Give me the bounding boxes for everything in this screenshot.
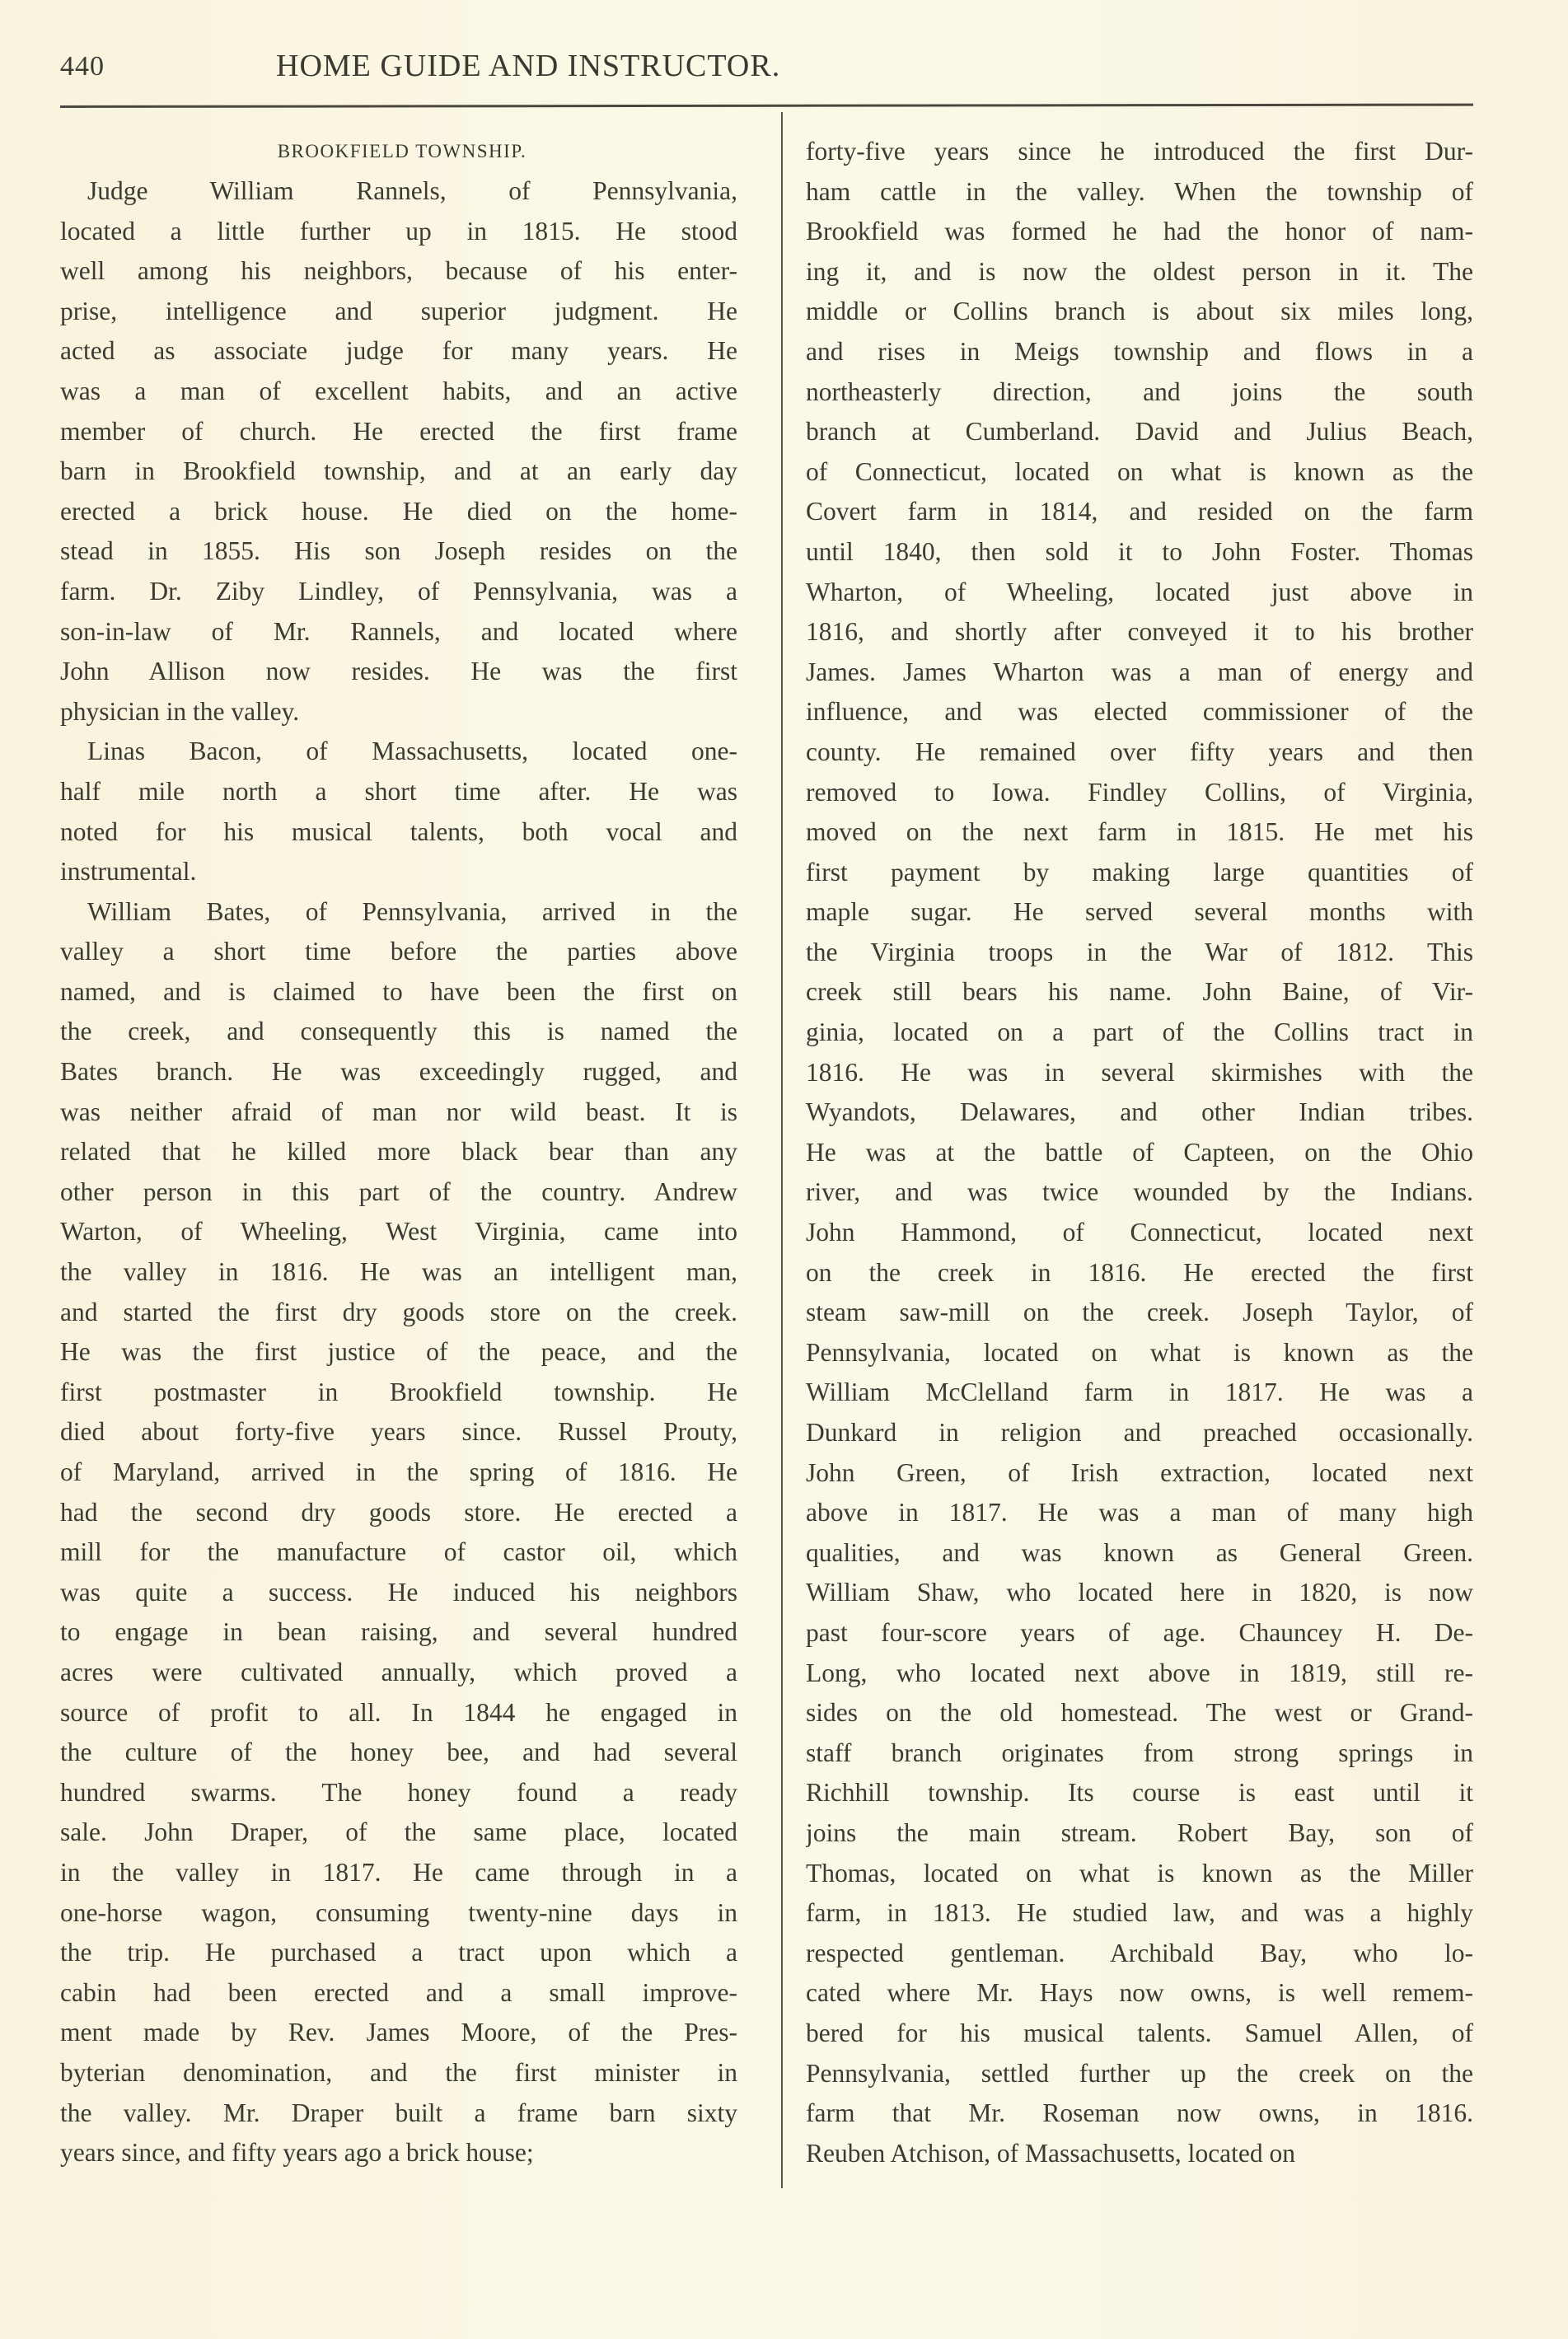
text-line: first postmaster in Brookfield township. He <box>60 1377 737 1406</box>
text-line: acres were cultivated annually, which proved a <box>60 1657 737 1686</box>
text-line: removed to Iowa. Findley Collins, of Virginia, <box>806 777 1473 807</box>
text-line: sale. John Draper, of the same place, located <box>60 1817 737 1847</box>
text-line: the valley. Mr. Draper built a frame barn sixty <box>60 2098 737 2127</box>
text-line: mill for the manufacture of castor oil, which <box>60 1537 737 1567</box>
text-line: He was at the battle of Capteen, on the Ohio <box>806 1137 1473 1167</box>
text-line: creek still bears his name. John Baine, of Vir- <box>806 977 1473 1007</box>
text-line: son-in-law of Mr. Rannels, and located where <box>60 616 737 646</box>
text-line: the trip. He purchased a tract upon which a <box>60 1938 737 1967</box>
text-line: steam saw-mill on the creek. Joseph Taylor, of <box>806 1298 1473 1327</box>
text-line: farm that Mr. Roseman now owns, in 1816. <box>806 2098 1473 2128</box>
text-line: the culture of the honey bee, and had several <box>60 1738 737 1767</box>
text-line: was neither afraid of man nor wild beast. It is <box>60 1097 737 1126</box>
text-line: was a man of excellent habits, and an active <box>60 376 737 405</box>
text-line: first payment by making large quantities of <box>806 857 1473 886</box>
text-line: moved on the next farm in 1815. He met his <box>806 817 1473 847</box>
text-line: byterian denomination, and the first minister in <box>60 2057 737 2087</box>
text-line: Warton, of Wheeling, West Virginia, came into <box>60 1217 737 1247</box>
text-line: until 1840, then sold it to John Foster. Thomas <box>806 536 1473 566</box>
text-line: qualities, and was known as General Green. <box>806 1537 1473 1567</box>
text-line: instrumental. <box>60 857 197 886</box>
text-line: physician in the valley. <box>60 696 300 726</box>
text-line: 1816. He was in several skirmishes with the <box>806 1057 1473 1087</box>
text-line: Richhill township. Its course is east until it <box>806 1778 1473 1808</box>
text-line: cated where Mr. Hays now owns, is well remem- <box>806 1978 1473 2008</box>
text-line: river, and was twice wounded by the Indians. <box>806 1177 1473 1207</box>
text-line: years since, and fifty years ago a brick house; <box>60 2138 534 2168</box>
text-line: past four-score years of age. Chauncey H. De- <box>806 1617 1473 1647</box>
text-line: joins the main stream. Robert Bay, son of <box>806 1817 1473 1847</box>
text-line: farm, in 1813. He studied law, and was a highly <box>806 1898 1473 1928</box>
running-title: HOME GUIDE AND INSTRUCTOR. <box>276 49 781 83</box>
text-line: county. He remained over fifty years and then <box>806 737 1473 766</box>
text-line: one-horse wagon, consuming twenty-nine days in <box>60 1897 737 1927</box>
text-line: middle or Collins branch is about six miles long, <box>806 297 1473 326</box>
text-line: John Allison now resides. He was the first <box>60 657 737 686</box>
text-line: Pennsylvania, settled further up the creek on the <box>806 2058 1473 2088</box>
left-column-text <box>60 171 737 2173</box>
text-line: Judge William Rannels, of Pennsylvania, <box>87 176 737 205</box>
text-line: bered for his musical talents. Samuel Allen, of <box>806 2018 1473 2047</box>
text-line: Pennsylvania, located on what is known as the <box>806 1337 1473 1367</box>
text-line: He was the first justice of the peace, and the <box>60 1337 737 1367</box>
text-line: cabin had been erected and a small improve- <box>60 1977 737 2007</box>
text-line: respected gentleman. Archibald Bay, who lo- <box>806 1938 1473 1967</box>
text-line: located a little further up in 1815. He stood <box>60 216 737 246</box>
text-line: had the second dry goods store. He erected a <box>60 1497 737 1527</box>
text-line: northeasterly direction, and joins the south <box>806 377 1473 406</box>
text-line: barn in Brookfield township, and at an early day <box>60 456 737 486</box>
text-line: source of profit to all. In 1844 he engaged in <box>60 1697 737 1727</box>
text-line: the creek, and consequently this is named the <box>60 1017 737 1046</box>
text-line: William Shaw, who located here in 1820, is now <box>806 1578 1473 1607</box>
text-line: Reuben Atchison, of Massachusetts, located on <box>806 2138 1296 2168</box>
page-number: 440 <box>60 51 105 82</box>
text-line: related that he killed more black bear than any <box>60 1137 737 1167</box>
text-line: died about forty-five years since. Russel Prouty, <box>60 1417 737 1447</box>
text-line: named, and is claimed to have been the first on <box>60 976 737 1006</box>
text-line: in the valley in 1817. He came through in a <box>60 1857 737 1887</box>
text-line: above in 1817. He was a man of many high <box>806 1498 1473 1527</box>
text-line: ment made by Rev. James Moore, of the Pres- <box>60 2018 737 2047</box>
text-line: Wharton, of Wheeling, located just above in <box>806 577 1473 606</box>
text-line: William Bates, of Pennsylvania, arrived in the <box>87 896 737 926</box>
text-line: half mile north a short time after. He was <box>60 776 737 806</box>
text-line: forty-five years since he introduced the first Dur- <box>806 137 1473 166</box>
text-line: John Hammond, of Connecticut, located next <box>806 1218 1473 1247</box>
text-line: maple sugar. He served several months with <box>806 897 1473 927</box>
left-column <box>60 132 737 2173</box>
text-line: influence, and was elected commissioner of the <box>806 697 1473 727</box>
text-line: Dunkard in religion and preached occasionally. <box>806 1418 1473 1447</box>
text-line: 1816, and shortly after conveyed it to his brother <box>806 617 1473 647</box>
text-line: erected a brick house. He died on the home- <box>60 496 737 526</box>
text-line: branch at Cumberland. David and Julius Beach, <box>806 417 1473 447</box>
text-line: William McClelland farm in 1817. He was a <box>806 1378 1473 1407</box>
right-column <box>806 132 1473 2173</box>
text-line: and started the first dry goods store on the creek. <box>60 1297 737 1326</box>
text-line: member of church. He erected the first frame <box>60 416 737 446</box>
text-line: farm. Dr. Ziby Lindley, of Pennsylvania, was a <box>60 576 737 606</box>
text-line: ing it, and is now the oldest person in it. The <box>806 256 1473 286</box>
text-line: the valley in 1816. He was an intelligent man, <box>60 1257 737 1287</box>
text-line: well among his neighbors, because of his enter- <box>60 256 737 286</box>
column-divider <box>781 112 783 2188</box>
text-line: prise, intelligence and superior judgment. He <box>60 296 737 325</box>
text-line: noted for his musical talents, both vocal and <box>60 816 737 846</box>
text-line: the Virginia troops in the War of 1812. This <box>806 937 1473 966</box>
text-line: valley a short time before the parties above <box>60 937 737 966</box>
right-column-text <box>806 132 1473 2173</box>
text-line: sides on the old homestead. The west or Grand- <box>806 1698 1473 1728</box>
section-heading: BROOKFIELD TOWNSHIP. <box>277 141 527 161</box>
text-line: stead in 1855. His son Joseph resides on the <box>60 536 737 566</box>
text-line: and rises in Meigs township and flows in a <box>806 336 1473 366</box>
text-line: James. James Wharton was a man of energy and <box>806 657 1473 686</box>
text-line: Bates branch. He was exceedingly rugged, and <box>60 1057 737 1087</box>
text-line: Brookfield was formed he had the honor of nam- <box>806 217 1473 246</box>
text-line: hundred swarms. The honey found a ready <box>60 1777 737 1807</box>
text-line: of Maryland, arrived in the spring of 1816. He <box>60 1457 737 1486</box>
header-rule <box>60 104 1473 108</box>
text-line: Covert farm in 1814, and resided on the farm <box>806 497 1473 526</box>
text-line: to engage in bean raising, and several hundred <box>60 1617 737 1647</box>
text-line: was quite a success. He induced his neighbors <box>60 1577 737 1607</box>
text-line: Linas Bacon, of Massachusetts, located one- <box>87 737 737 766</box>
text-line: acted as associate judge for many years. He <box>60 336 737 366</box>
text-line: Thomas, located on what is known as the Miller <box>806 1858 1473 1888</box>
text-line: of Connecticut, located on what is known as the <box>806 456 1473 486</box>
text-line: ginia, located on a part of the Collins tract in <box>806 1017 1473 1047</box>
text-line: ham cattle in the valley. When the township of <box>806 176 1473 206</box>
text-line: on the creek in 1816. He erected the first <box>806 1257 1473 1287</box>
running-head <box>60 48 1473 89</box>
text-line: Wyandots, Delawares, and other Indian tribes. <box>806 1097 1473 1127</box>
text-line: staff branch originates from strong springs in <box>806 1738 1473 1767</box>
text-line: other person in this part of the country. Andrew <box>60 1177 737 1206</box>
text-line: Long, who located next above in 1819, still re- <box>806 1658 1473 1687</box>
text-line: John Green, of Irish extraction, located next <box>806 1457 1473 1487</box>
